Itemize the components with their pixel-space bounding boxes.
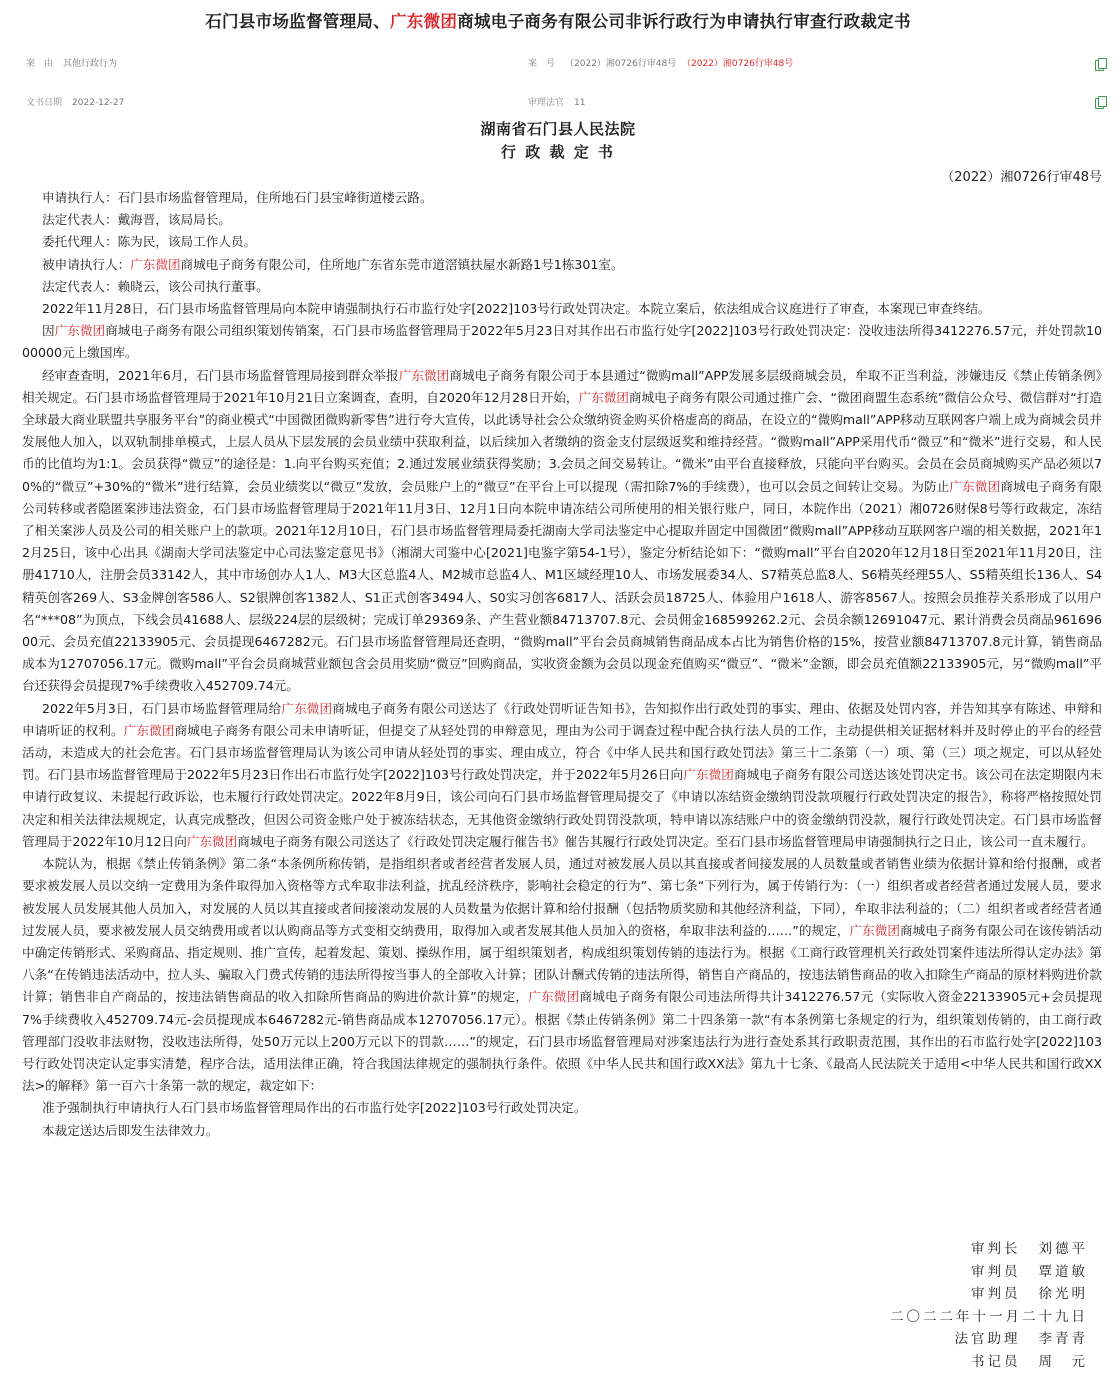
meta-cause bbox=[26, 56, 117, 69]
signature-block bbox=[890, 1238, 1088, 1373]
meta-court-key: 审理法官 bbox=[528, 98, 565, 108]
copy-icon[interactable] bbox=[1095, 60, 1104, 71]
text-segment: 商城电子商务有限公司，住所地广东省东莞市道滘镇扶屋水新路1号1栋301室。 bbox=[180, 256, 624, 272]
meta-court-value: 11 bbox=[574, 98, 586, 108]
signature-name: 覃道敏 bbox=[1038, 1263, 1088, 1280]
text-segment: 因 bbox=[42, 323, 55, 339]
title-part-2: 商城电子商务有限公司非诉行政行为申请执行审查行政裁定书 bbox=[457, 12, 911, 31]
signature-line bbox=[890, 1261, 1088, 1284]
company-name-highlight: 广东微团 bbox=[578, 389, 629, 405]
signature-role: 书记员 bbox=[971, 1353, 1021, 1370]
text-segment: 2022年11月28日，石门县市场监督管理局向本院申请强制执行石市监行处字[2022]103号行政处罚决定。本院立案后，依法组成合议庭进行了审查，本案现已审查终结。 bbox=[42, 301, 991, 317]
party-info bbox=[22, 187, 1102, 298]
party-line bbox=[22, 276, 1102, 298]
paragraph-procedure bbox=[22, 698, 1102, 853]
signature-line bbox=[890, 1328, 1088, 1351]
signature-role: 审判员 bbox=[971, 1286, 1021, 1302]
company-name-highlight: 广东微团 bbox=[949, 478, 1001, 494]
signature-line bbox=[890, 1351, 1088, 1374]
document-type: 行 政 裁 定 书 bbox=[501, 143, 615, 161]
company-name-highlight: 广东微团 bbox=[683, 767, 734, 783]
meta-number bbox=[528, 56, 793, 69]
meta-court bbox=[528, 95, 585, 108]
signature-name: 周 元 bbox=[1038, 1353, 1088, 1370]
text-segment: 商城电子商务有限公司未申请听证，但提交了从轻处罚的申辩意见，理由为公司于调查过程中配合执行法人员的工作，主动提供相关证据材料并及时停止的平台的经营活动，未造成大的社会危害。石门县市场监督管理局认为该公司申请从轻处罚的事实、理由成立，符合《中华人民共和国行政处罚法》第三十二条第（一）项、第（三）项之规定，可以从轻处罚。石门县市场监督管理局于2022年5月23日作出石市监行处字[2022]103号行政处罚决定，并于2022年5月26日向 bbox=[22, 722, 1103, 783]
signature-role: 审判长 bbox=[971, 1241, 1021, 1257]
meta-cause-key: 案 由 bbox=[26, 59, 54, 69]
text-segment: 本裁定送达后即发生法律效力。 bbox=[42, 1122, 219, 1138]
text-segment: 商城电子商务有限公司组织策划传销案，石门县市场监督管理局于2022年5月23日对其作出石市监行处字[2022]103号行政处罚决定：没收违法所得3412276.57元，并处罚款1000000元上缴国库。 bbox=[22, 323, 1102, 361]
meta-date-value: 2022-12-27 bbox=[72, 98, 125, 108]
case-number: （2022）湘0726行审48号 bbox=[941, 170, 1102, 185]
text-segment: 被申请执行人： bbox=[42, 256, 131, 272]
party-line bbox=[22, 209, 1102, 231]
signature-name: 李青青 bbox=[1038, 1331, 1088, 1347]
court-name: 湖南省石门县人民法院 bbox=[480, 120, 636, 138]
paragraph-ruling bbox=[22, 1097, 1102, 1119]
meta-date-key: 文书日期 bbox=[26, 98, 63, 108]
signature-name: 徐光明 bbox=[1038, 1286, 1088, 1302]
signature-line bbox=[890, 1283, 1088, 1306]
company-name-highlight: 广东微团 bbox=[849, 922, 900, 938]
paragraph-facts bbox=[22, 365, 1102, 698]
text-segment: 商城电子商务有限公司于本县通过“微购mall”APP发展多层级商城会员，牟取不正当利益，涉嫌违反《禁止传销条例》相关规定。石门县市场监督管理局于2021年10月21日立案调查，查明，自2020年12月28日开始， bbox=[22, 367, 1102, 405]
meta-date bbox=[26, 95, 124, 108]
paragraph-penalty bbox=[22, 320, 1102, 364]
document-title bbox=[0, 8, 1116, 32]
paragraph-effect bbox=[22, 1120, 1102, 1142]
text-segment: 申请执行人：石门县市场监督管理局，住所地石门县宝峰街道楼云路。 bbox=[42, 190, 433, 205]
company-name-highlight: 广东微团 bbox=[186, 833, 238, 849]
text-segment: 法定代表人：赖晓云，该公司执行董事。 bbox=[42, 278, 269, 294]
meta-number-value: （2022）湘0726行审48号 bbox=[565, 59, 677, 69]
party-line bbox=[22, 254, 1102, 276]
paragraph-application bbox=[22, 298, 1102, 320]
party-line bbox=[22, 187, 1102, 209]
signature-role: 法官助理 bbox=[954, 1331, 1021, 1347]
text-segment: 准予强制执行申请执行人石门县市场监督管理局作出的石市监行处字[2022]103号行政处罚决定。 bbox=[42, 1100, 587, 1116]
document-body bbox=[22, 187, 1102, 1142]
company-name-highlight: 广东微团 bbox=[130, 256, 181, 272]
text-segment: 经审查查明，2021年6月，石门县市场监督管理局接到群众举报 bbox=[42, 367, 399, 383]
title-part-1: 石门县市场监督管理局、 bbox=[205, 12, 390, 31]
text-segment: 商城电子商务有限公司送达了《行政处罚决定履行催告书》催告其履行行政处罚决定。至石门县市场监督管理局申请强制执行之日止，该公司一直未履行。 bbox=[237, 833, 1094, 849]
company-name-highlight: 广东微团 bbox=[54, 323, 106, 339]
paragraph-reasoning bbox=[22, 853, 1102, 1097]
text-segment: 商城电子商务有限公司转移或者隐匿案涉违法资金，石门县市场监督管理局于2021年11月3日、12月1日向本院申请冻结公司所使用的相关银行账户，同日，本院作出（2021）湘0726财保8号等行政裁定，冻结了相关案涉人员及公司的相关账户上的款项。2021年12月10日，石门县市场监督管理局委托湖南大学司法鉴定中心提取并固定中国微团“微购mall”APP移动互联网客户端的相关数据，2021年12月25日，该中心出具《湖南大学司法鉴定中心司法鉴定意见书》（湘湖大司鉴中心[2021]电鉴字第54-1号），鉴定分析结论如下：“微购mall”平台自2020年12月18日至2021年11月20日，注册41710人，注册会员33142人，其中市场创办人1人、M3大区总监4人、M2城市总监4人、M1区域经理10人、市场发展委34人、S7精英总监8人、S6精英经理55人、S5精英组长136人、S4精英创客269人、S3金牌创客586人、S2银牌创客1382人、S1正式创客3494人、S0实习创客6817人、活跃会员18725人、体验用户1618人、游客8567人。按照会员推荐关系形成了以用户名“***08”为顶点，下线会员41688人、层级224层的层级树；完成订单29369条、产生营业额84713707.8元、会员佣金168599262.2元、会员余额12691047元、累计消费会员商品96169600元、会员充值22133905元、会员提现6467282元。石门县市场监督管理局还查明，“微购mall”平台会员商城销售商品成本占比为销售价格的15%，按营业额84713707.8元计算，销售商品成本为12707056.17元。微购mall”平台会员商城营业额包含会员用奖励“微豆”回购商品，实收资金额为会员以现金充值购买“微豆”、“微米”金额，即会员充值额22133905元，另“微购mall”平台还获得会员提现7%手续费收入452709.74元。 bbox=[22, 478, 1103, 694]
meta-cause-value: 其他行政行为 bbox=[63, 59, 118, 69]
company-name-highlight: 广东微团 bbox=[528, 989, 580, 1005]
text-segment: 2022年5月3日，石门县市场监督管理局给 bbox=[42, 700, 282, 716]
text-segment: 法定代表人：戴海晋，该局局长。 bbox=[42, 212, 231, 228]
text-segment: 本院认为，根据《禁止传销条例》第二条“本条例所称传销，是指组织者或者经营者发展人员，通过对被发展人员以其直接或者间接发展的人员数量或者销售业绩为依据计算和给付报酬，或者要求被发展人员以交纳一定费用为条件取得加入资格等方式牟取非法利益，扰乱经济秩序，影响社会稳定的行为”、第七条“下列行为，属于传销行为：（一）组织者或者经营者通过发展人员，要求被发展人员发展其他人员加入，对发展的人员以其直接或者间接滚动发展的人员数量为依据计算和给付报酬（包括物质奖励和其他经济利益，下同），牟取非法利益的；（二）组织者或者经营者通过发展人员，要求被发展人员交纳费用或者以认购商品等方式变相交纳费用，取得加入或者发展其他人员加入的资格，牟取非法利益的……”的规定， bbox=[22, 856, 1102, 938]
signature-name: 刘德平 bbox=[1038, 1241, 1088, 1257]
text-segment: 委托代理人：陈为民，该局工作人员。 bbox=[42, 234, 257, 250]
signature-date bbox=[890, 1306, 1088, 1329]
ruling-date: 二〇二二年十一月二十九日 bbox=[890, 1308, 1088, 1325]
party-line bbox=[22, 231, 1102, 253]
company-name-highlight: 广东微团 bbox=[281, 700, 333, 716]
text-segment: 商城电子商务有限公司违法所得共计3412276.57元（实际收入资金22133905元+会员提现7%手续费收入452709.74元-会员提现成本6467282元-销售商品成本12707056.17元）。根据《禁止传销条例》第二十四条第一款“有本条例第七条规定的行为，组织策划传销的，由工商行政管理部门没收非法财物，没收违法所得，处50万元以上200万元以下的罚款……”的规定，石门县市场监督管理局对涉案违法行为进行查处系其行政职责范围，其作出的石市监行处字[2022]103号行政处罚决定认定事实清楚，程序合法，适用法律正确，符合我国法律规定的强制执行条件。依照《中华人民共和国行政XX法》第九十七条、《最高人民法院关于适用<中华人民共和国行政XX法>的解释》第一百六十条第一款的规定，裁定如下： bbox=[22, 989, 1102, 1094]
text-segment: 商城电子商务有限公司通过推广会、“微团商盟生态系统”微信公众号、微信群对“打造全球最大商业联盟共享服务平台”的商业模式“中国微团微购新零售”进行夸大宣传，以此诱导社会公众缴纳资金购买价格虚高的商品，在设立的“微购mall”APP移动互联网客户端上成为商城会员并发展他人加入，以双轨制排单模式，上层人员从下层发展的会员业绩中获取利益，以后续加入者缴纳的资金支付层级返奖和维持经营。“微购mall”APP采用代币“微豆”和“微米”进行交易，和人民币的比值均为1:1。会员获得“微豆”的途径是：1.向平台购买充值；2.通过发展业绩获得奖励；3.会员之间交易转让。“微米”由平台直接释放，只能向平台购买。会员在会员商城购买产品必须以70%的“微豆”+30%的“微米”进行结算，会员业绩奖以“微豆”发放，会员账户上的“微豆”在平台上可以提现（需扣除7%的手续费），也可以会员之间转让交易。为防止 bbox=[22, 389, 1103, 494]
company-name-highlight: 广东微团 bbox=[123, 722, 175, 738]
text-segment: 商城电子商务有限公司送达了《行政处罚听证告知书》，告知拟作出行政处罚的事实、理由、依据及处罚内容，并告知其享有陈述、申辩和申请听证的权利。 bbox=[22, 700, 1103, 738]
signature-role: 审判员 bbox=[971, 1263, 1021, 1280]
text-segment: 商城电子商务有限公司在该传销活动中确定传销形式、采购商品、指定规则、推广宣传，起着发起、策划、操纵作用，属于组织策划者，构成组织策划传销的违法行为。根据《工商行政管理机关行政处罚案件违法所得认定办法》第八条“在传销违法活动中，拉人头、骗取入门费式传销的违法所得按当事人的全部收入计算；团队计酬式传销的违法所得，销售自产商品的，按违法销售商品的收入扣除生产商品的原材料购进价款计算；销售非自产商品的，按违法销售商品的收入扣除所售商品的购进价款计算”的规定， bbox=[22, 922, 1103, 1005]
company-name-highlight: 广东微团 bbox=[398, 367, 450, 383]
meta-number-value-red: （2022）湘0726行审48号 bbox=[682, 59, 794, 69]
signature-line bbox=[890, 1238, 1088, 1261]
copy-icon[interactable] bbox=[1095, 98, 1104, 109]
text-segment: 商城电子商务有限公司送达该处罚决定书。该公司在法定期限内未申请行政复议、未提起行政诉讼，也未履行行政处罚决定。2022年8月9日，该公司向石门县市场监督管理局提交了《申请以冻结资金缴纳罚没款项履行行政处罚决定的报告》，称将严格按照处罚决定和相关法律法规规定，认真完成整改，但因公司资金账户处于被冻结状态，无其他资金缴纳行政处罚罚没款项，特申请以冻结账户中的资金缴纳罚没款，履行行政处罚决定。石门县市场监督管理局于2022年10月12日向 bbox=[22, 767, 1103, 849]
meta-number-key: 案 号 bbox=[528, 59, 556, 69]
title-company-highlight: 广东微团 bbox=[390, 12, 458, 31]
